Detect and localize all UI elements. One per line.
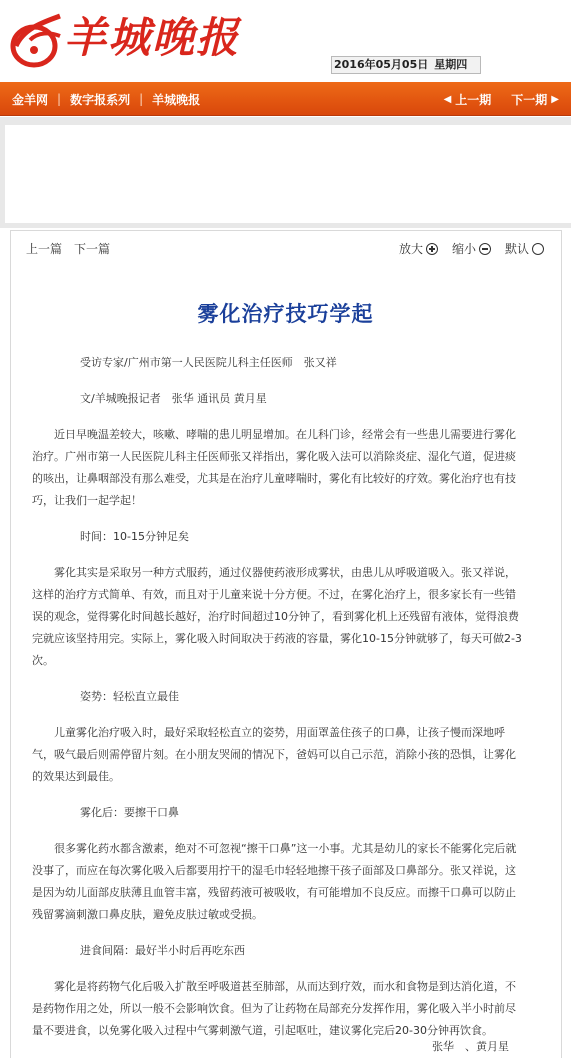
article-body xyxy=(32,352,526,1056)
reset-circle-icon xyxy=(532,243,544,255)
subheading-eating: 进食间隔：最好半小时后再吃东西 xyxy=(80,944,245,957)
next-issue-link[interactable]: 下一期 xyxy=(511,92,548,107)
site-logo-text[interactable]: 羊城晚报 xyxy=(64,13,241,62)
author-signoff: 张华 、黄月星 xyxy=(432,1040,509,1053)
issue-date xyxy=(331,56,481,74)
zoom-in-button[interactable] xyxy=(399,240,438,257)
subheading-posture: 姿势：轻松直立最佳 xyxy=(80,690,179,703)
byline: 文/羊城晚报记者 张华 通讯员 黄月星 xyxy=(80,392,267,405)
goat-logo-icon xyxy=(10,10,66,70)
subheading-after: 雾化后：要擦干口鼻 xyxy=(80,806,179,819)
next-article-link[interactable]: 下一篇 xyxy=(74,242,111,256)
left-arrow-icon: ◀ xyxy=(443,93,452,105)
article-toolbar xyxy=(26,240,544,258)
nav-links xyxy=(12,82,200,116)
paragraph-time: 雾化其实是采取另一种方式服药，通过仪器使药液形成雾状，由患儿从呼吸道吸入。张又祥说，这样的治疗方式简单、有效，而且对于儿童来说十分方便。不过，在雾化治疗上，很多家长有一些错误的观念，觉得雾化时间越长越好，治疗时间超过10分钟了，看到雾化机上还残留有液体，觉得浪费完就应该坚持用完。实际上，雾化吸入时间取决于药液的容量，雾化10-15分钟就够了，每天可做2-3次。 xyxy=(32,566,522,667)
zoom-out-button[interactable] xyxy=(452,240,491,257)
top-nav-bar xyxy=(0,82,571,116)
date-text: 2016年05月05日 xyxy=(334,58,429,71)
banner-placeholder xyxy=(5,125,571,223)
banner-area xyxy=(0,117,571,228)
masthead xyxy=(0,0,571,82)
prev-article-link[interactable]: 上一篇 xyxy=(26,242,63,256)
nav-link-digital-papers[interactable]: 数字报系列 xyxy=(70,92,131,107)
nav-link-ycwb[interactable]: 羊城晚报 xyxy=(152,92,201,107)
default-size-button[interactable] xyxy=(505,240,544,257)
nav-link-jinyang[interactable]: 金羊网 xyxy=(12,92,49,107)
issue-pager xyxy=(444,82,559,116)
expert-line: 受访专家/广州市第一人民医院儿科主任医师 张又祥 xyxy=(80,356,337,369)
paragraph-posture: 儿童雾化治疗吸入时，最好采取轻松直立的姿势，用面罩盖住孩子的口鼻，让孩子慢而深地呼气，吸气最后则需停留片刻。在小朋友哭闹的情况下，爸妈可以自己示范，消除小孩的恐惧，让雾化的效果达到最佳。 xyxy=(32,726,516,783)
zoom-in-label: 放大 xyxy=(398,242,423,256)
paragraph-eating: 雾化是将药物气化后吸入扩散至呼吸道甚至肺部，从而达到疗效，而水和食物是到达消化道，不是药物作用之处，所以一般不会影响饮食。但为了让药物在局部充分发挥作用，雾化吸入半小时前尽量不要进食，以免雾化吸入过程中气雾刺激气道，引起呕吐，建议雾化完后20-30分钟再饮食。 xyxy=(32,980,516,1037)
zoom-out-label: 缩小 xyxy=(451,242,476,256)
zoom-out-icon xyxy=(479,243,491,255)
prev-issue-link[interactable]: 上一期 xyxy=(455,92,492,107)
right-arrow-icon: ▶ xyxy=(551,93,559,105)
subheading-time: 时间：10-15分钟足矣 xyxy=(80,530,189,543)
default-size-label: 默认 xyxy=(504,242,529,256)
paragraph-after: 很多雾化药水都含激素，绝对不可忽视“擦干口鼻”这一小事。尤其是幼儿的家长不能雾化完后就没事了，而应在每次雾化吸入后都要用拧干的湿毛巾轻轻地擦干孩子面部及口鼻部分。张又祥说，这是因为幼儿面部皮肤薄且血管丰富，残留药液可被吸收，有可能增加不良反应。而擦干口鼻可以防止残留雾滴刺激口鼻皮肤，避免皮肤过敏或受损。 xyxy=(32,842,517,921)
weekday-text: 星期四 xyxy=(434,58,468,71)
paragraph-intro: 近日早晚温差较大，咳嗽、哮喘的患儿明显增加。在儿科门诊，经常会有一些患儿需要进行雾化治疗。广州市第一人民医院儿科主任医师张又祥指出，雾化吸入法可以消除炎症、湿化气道，促进痰的咳出，让鼻咽部没有那么难受，尤其是在治疗儿童哮喘时，雾化有比较好的疗效。雾化治疗也有技巧，让我们一起学起！ xyxy=(32,428,516,507)
zoom-in-icon xyxy=(426,243,438,255)
nav-separator: | xyxy=(57,92,62,106)
article-title: 雾化治疗技巧学起 xyxy=(197,302,374,326)
nav-separator: | xyxy=(139,92,144,106)
